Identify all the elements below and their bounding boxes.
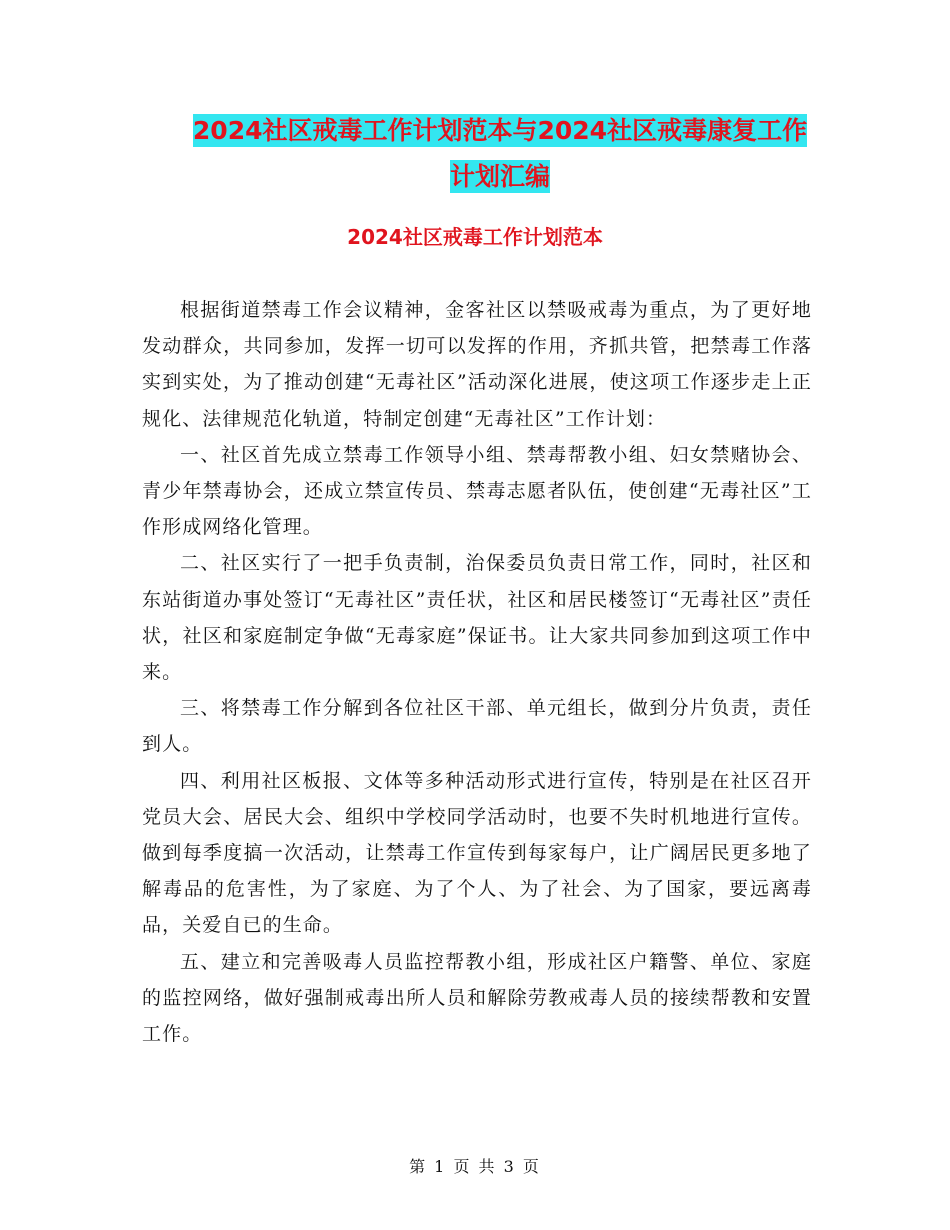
paragraph-item-3: 三、将禁毒工作分解到各位社区干部、单元组长，做到分片负责，责任到人。	[142, 697, 812, 756]
section-title: 2024社区戒毒工作计划范本	[347, 225, 603, 249]
paragraph-item-2: 二、社区实行了一把手负责制，治保委员负责日常工作，同时，社区和东站街道办事处签订“无毒社区”责任状，社区和居民楼签订“无毒社区”责任状，社区和家庭制定争做“无毒家庭”保证书。让大家共同参加到这项工作中来。	[142, 552, 812, 684]
paragraph-intro: 根据街道禁毒工作会议精神，金客社区以禁吸戒毒为重点，为了更好地发动群众，共同参加，发挥一切可以发挥的作用，齐抓共管，把禁毒工作落实到实处，为了推动创建“无毒社区”活动深化进展，使这项工作逐步走上正规化、法律规范化轨道，特制定创建“无毒社区”工作计划：	[142, 299, 812, 430]
document-title	[140, 108, 860, 200]
document-body	[142, 292, 812, 1052]
paragraph-item-1: 一、社区首先成立禁毒工作领导小组、禁毒帮教小组、妇女禁赌协会、青少年禁毒协会，还成立禁宣传员、禁毒志愿者队伍，使创建“无毒社区”工作形成网络化管理。	[142, 443, 812, 539]
document-title-line-1: 2024社区戒毒工作计划范本与2024社区戒毒康复工作	[192, 116, 808, 145]
paragraph-item-4: 四、利用社区板报、文体等多种活动形式进行宣传，特别是在社区召开党员大会、居民大会、组织中学校同学活动时，也要不失时机地进行宣传。做到每季度搞一次活动，让禁毒工作宣传到每家每户，让广阔居民更多地了解毒品的危害性，为了家庭、为了个人、为了社会、为了国家，要远离毒品，关爱自已的生命。	[142, 769, 812, 937]
paragraph-item-5: 五、建立和完善吸毒人员监控帮教小组，形成社区户籍警、单位、家庭的监控网络，做好强制戒毒出所人员和解除劳教戒毒人员的接续帮教和安置工作。	[142, 950, 812, 1046]
document-title-line-2: 计划汇编	[449, 162, 550, 191]
page-number-footer: 第 1 页 共 3 页	[409, 1157, 541, 1176]
